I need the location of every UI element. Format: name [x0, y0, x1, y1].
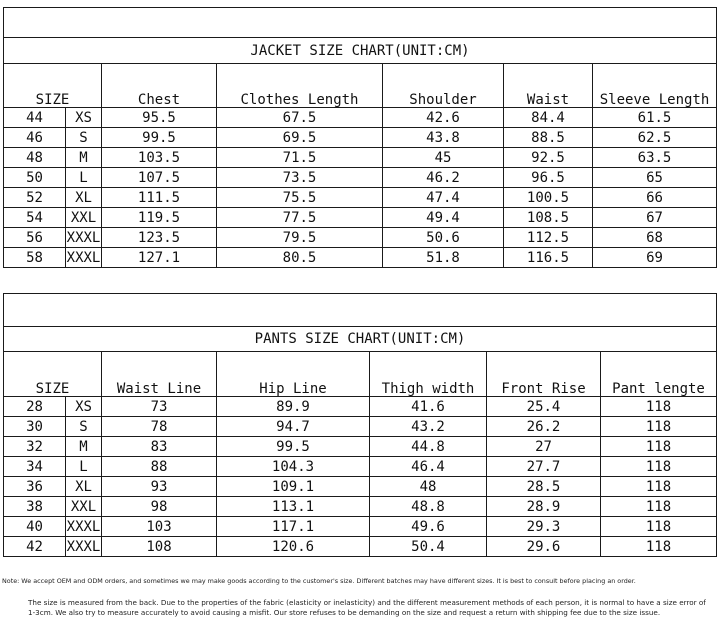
pants-cell: 32	[4, 437, 66, 457]
jacket-cell: M	[66, 148, 102, 168]
jacket-cell: 119.5	[102, 208, 217, 228]
jacket-header-chest: Chest	[102, 64, 217, 108]
jacket-cell: 77.5	[217, 208, 383, 228]
pants-cell: 50.4	[370, 537, 487, 557]
jacket-cell: 42.6	[383, 108, 504, 128]
pants-cell: 118	[601, 457, 717, 477]
jacket-cell: 65	[593, 168, 717, 188]
jacket-cell: XXXL	[66, 229, 101, 246]
pants-cell: 118	[601, 497, 717, 517]
jacket-cell: 45	[383, 148, 504, 168]
jacket-cell: 99.5	[102, 128, 217, 148]
jacket-cell: XXXL	[66, 249, 101, 266]
pants-cell: XL	[66, 477, 102, 497]
pants-cell: 43.2	[370, 417, 487, 437]
pants-cell: XXL	[66, 497, 102, 517]
jacket-size-table	[3, 7, 717, 268]
pants-header-waist-line: Waist Line	[102, 352, 217, 397]
pants-header-row	[4, 352, 717, 397]
jacket-cell: 50	[4, 168, 66, 188]
pants-cell: 26.2	[487, 417, 601, 437]
jacket-cell: 58	[4, 248, 66, 268]
jacket-header-row	[4, 64, 717, 108]
jacket-cell: 48	[4, 148, 66, 168]
jacket-cell: 67.5	[217, 108, 383, 128]
pants-cell: 48.8	[370, 497, 487, 517]
pants-cell: 42	[4, 537, 66, 557]
jacket-table-row	[4, 128, 717, 148]
jacket-table-row	[4, 188, 717, 208]
pants-cell: 41.6	[370, 397, 487, 417]
jacket-cell: 107.5	[102, 168, 217, 188]
pants-cell: 88	[102, 457, 217, 477]
pants-table-row	[4, 417, 717, 437]
pants-table-row	[4, 497, 717, 517]
jacket-cell: 92.5	[504, 148, 593, 168]
jacket-table-row	[4, 248, 717, 268]
pants-blank-row	[4, 294, 717, 327]
jacket-cell: 96.5	[504, 168, 593, 188]
jacket-cell: 67	[593, 208, 717, 228]
jacket-blank-row	[4, 8, 717, 38]
pants-table-row	[4, 397, 717, 417]
pants-cell: 118	[601, 437, 717, 457]
pants-table-row	[4, 457, 717, 477]
jacket-cell: L	[66, 168, 102, 188]
jacket-cell: 56	[4, 228, 66, 248]
pants-header-front-rise: Front Rise	[487, 352, 601, 397]
jacket-header-waist: Waist	[504, 64, 593, 108]
jacket-cell: 61.5	[593, 108, 717, 128]
pants-cell: 44.8	[370, 437, 487, 457]
jacket-cell: 46.2	[383, 168, 504, 188]
pants-cell: 78	[102, 417, 217, 437]
pants-cell: 28.9	[487, 497, 601, 517]
pants-title: PANTS SIZE CHART(UNIT:CM)	[4, 327, 717, 352]
pants-cell: 93	[102, 477, 217, 497]
pants-cell: 40	[4, 517, 66, 537]
pants-cell: S	[66, 417, 102, 437]
jacket-cell: 52	[4, 188, 66, 208]
pants-cell: 108	[102, 537, 217, 557]
pants-table-row	[4, 477, 717, 497]
jacket-table-row	[4, 108, 717, 128]
jacket-cell: 44	[4, 108, 66, 128]
jacket-table-row	[4, 228, 717, 248]
jacket-cell: 69.5	[217, 128, 383, 148]
jacket-cell: 54	[4, 208, 66, 228]
jacket-cell: 49.4	[383, 208, 504, 228]
pants-cell: 28	[4, 397, 66, 417]
jacket-cell: XXL	[66, 208, 102, 228]
pants-header-hip-line: Hip Line	[217, 352, 370, 397]
pants-cell: 29.6	[487, 537, 601, 557]
pants-cell: 109.1	[217, 477, 370, 497]
jacket-cell: 80.5	[217, 248, 383, 268]
pants-cell: L	[66, 457, 102, 477]
jacket-cell: 46	[4, 128, 66, 148]
jacket-header-shoulder: Shoulder	[383, 64, 504, 108]
jacket-cell: 47.4	[383, 188, 504, 208]
pants-table-row	[4, 517, 717, 537]
pants-header-size: SIZE	[4, 352, 102, 397]
jacket-table-row	[4, 208, 717, 228]
jacket-title: JACKET SIZE CHART(UNIT:CM)	[4, 38, 717, 64]
pants-cell: 120.6	[217, 537, 370, 557]
jacket-cell: 84.4	[504, 108, 593, 128]
pants-cell: 117.1	[217, 517, 370, 537]
pants-cell: 28.5	[487, 477, 601, 497]
jacket-cell: XS	[66, 108, 102, 128]
pants-cell: 49.6	[370, 517, 487, 537]
pants-cell: 29.3	[487, 517, 601, 537]
pants-cell: 38	[4, 497, 66, 517]
pants-cell: 27	[487, 437, 601, 457]
pants-cell: XXXL	[66, 518, 101, 535]
pants-cell: 99.5	[217, 437, 370, 457]
jacket-cell: 66	[593, 188, 717, 208]
pants-body	[4, 397, 717, 557]
jacket-cell: 100.5	[504, 188, 593, 208]
pants-cell: 113.1	[217, 497, 370, 517]
jacket-title-row	[4, 38, 717, 64]
pants-cell: 27.7	[487, 457, 601, 477]
jacket-cell: 43.8	[383, 128, 504, 148]
pants-cell: 94.7	[217, 417, 370, 437]
jacket-header-clothes-length: Clothes Length	[217, 64, 383, 108]
pants-cell: 98	[102, 497, 217, 517]
pants-header-pant-length: Pant lengte	[601, 352, 717, 397]
jacket-header-size: SIZE	[4, 64, 102, 108]
pants-cell: 73	[102, 397, 217, 417]
pants-cell: XXXL	[66, 538, 101, 555]
jacket-cell: 103.5	[102, 148, 217, 168]
pants-cell: 30	[4, 417, 66, 437]
jacket-cell: S	[66, 128, 102, 148]
pants-cell: 118	[601, 537, 717, 557]
jacket-cell: 123.5	[102, 228, 217, 248]
pants-cell: 103	[102, 517, 217, 537]
jacket-body	[4, 108, 717, 268]
pants-size-table	[3, 293, 717, 557]
pants-cell: 104.3	[217, 457, 370, 477]
jacket-cell: 79.5	[217, 228, 383, 248]
jacket-cell: 75.5	[217, 188, 383, 208]
pants-cell: 118	[601, 417, 717, 437]
order-note: Note: We accept OEM and ODM orders, and sometimes we may make goods according to the customer's size. Different batches may have different sizes. It is best to consult before placing an order.	[2, 577, 636, 585]
jacket-cell: 51.8	[383, 248, 504, 268]
pants-cell: M	[66, 437, 102, 457]
pants-table-row	[4, 537, 717, 557]
pants-cell: 83	[102, 437, 217, 457]
pants-cell: 34	[4, 457, 66, 477]
jacket-cell: 116.5	[504, 248, 593, 268]
jacket-cell: 127.1	[102, 248, 217, 268]
pants-cell: 36	[4, 477, 66, 497]
jacket-cell: 50.6	[383, 228, 504, 248]
jacket-cell: 88.5	[504, 128, 593, 148]
jacket-cell: 62.5	[593, 128, 717, 148]
jacket-cell: 111.5	[102, 188, 217, 208]
pants-cell: 118	[601, 517, 717, 537]
pants-cell: 118	[601, 477, 717, 497]
pants-cell: XS	[66, 397, 102, 417]
jacket-cell: 108.5	[504, 208, 593, 228]
jacket-cell: XL	[66, 188, 102, 208]
jacket-cell: 112.5	[504, 228, 593, 248]
pants-cell: 118	[601, 397, 717, 417]
jacket-cell: 95.5	[102, 108, 217, 128]
jacket-cell: 71.5	[217, 148, 383, 168]
pants-cell: 46.4	[370, 457, 487, 477]
jacket-cell: 69	[593, 248, 717, 268]
jacket-cell: 73.5	[217, 168, 383, 188]
measurement-note: The size is measured from the back. Due to the properties of the fabric (elasticity or inelasticity) and the different measurement methods of each person, it is normal to have a size error of 1-3cm. We also try to measure accurately to avoid causing a misfit. Our store refuses to be demanding on the size and request a return with shipping fee due to the size issue.	[28, 598, 706, 617]
pants-title-row	[4, 327, 717, 352]
jacket-cell: 63.5	[593, 148, 717, 168]
pants-cell: 25.4	[487, 397, 601, 417]
pants-table-row	[4, 437, 717, 457]
pants-header-thigh-width: Thigh width	[370, 352, 487, 397]
jacket-table-row	[4, 148, 717, 168]
jacket-cell: 68	[593, 228, 717, 248]
jacket-header-sleeve-length: Sleeve Length	[593, 64, 717, 108]
pants-cell: 48	[370, 477, 487, 497]
jacket-table-row	[4, 168, 717, 188]
pants-cell: 89.9	[217, 397, 370, 417]
